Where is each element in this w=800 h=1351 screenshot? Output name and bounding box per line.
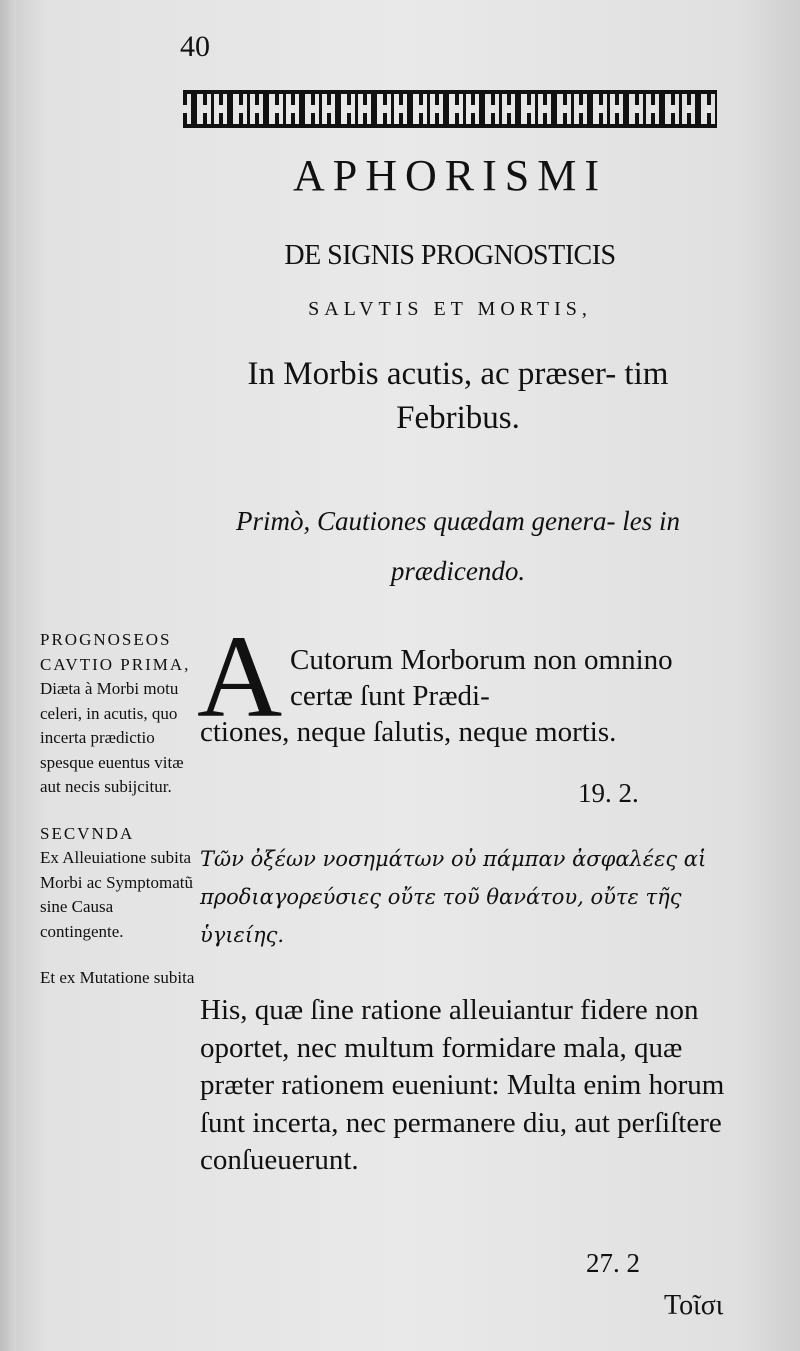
sidenote-text: Ex Alleuiatione subita Morbi ac Symptomatũ sine Causa contingente. bbox=[40, 848, 193, 941]
title-line-3: SALVTIS ET MORTIS, bbox=[308, 298, 592, 320]
sidenote-text: Et ex Mutatione subita bbox=[40, 968, 195, 987]
aphorism-1-reference: 19. 2. bbox=[578, 778, 639, 808]
aphorism-1-opening: Cutorum Morborum non omnino certæ ſunt Prædi- bbox=[290, 644, 673, 712]
title-line-4: In Morbis acutis, ac præser- tim Febribus. bbox=[247, 356, 669, 436]
sidenote-3 bbox=[40, 966, 200, 991]
sidenote-2 bbox=[40, 822, 200, 945]
catchword: Τοῖσι bbox=[664, 1290, 724, 1321]
greek-text: Τῶν ὀξέων νοσημάτων οὐ πάμπαν ἀσφαλέες αἱ προδιαγορεύσιες οὔτε τοῦ θανάτου, οὔτε τῆς ὑγιείης. bbox=[200, 847, 707, 947]
drop-cap: A bbox=[197, 611, 283, 742]
title-line-2: DE SIGNIS PROGNOSTICIS bbox=[284, 240, 616, 271]
aphorism-1-continuation: ctiones, neque ſalutis, neque mortis. bbox=[200, 716, 617, 748]
aphorism-2-reference: 27. 2 bbox=[586, 1248, 640, 1278]
sidenote-text: Diæta à Morbi motu celeri, in acutis, quo incerta prædictio spesque euentus vitæ aut necis subijcitur. bbox=[40, 679, 184, 796]
sidenote-label: PROGNOSEOS CAVTIO PRIMA, bbox=[40, 630, 191, 674]
title-main: APHORISMI bbox=[292, 151, 608, 200]
sidenote-label: SECVNDA bbox=[40, 823, 135, 843]
sidenote-1 bbox=[40, 628, 200, 800]
page-number: 40 bbox=[180, 30, 210, 63]
section-heading: Primò, Cautiones quædam genera- les in prædicendo. bbox=[236, 506, 680, 586]
aphorism-2-text: His, quæ ſine ratione alleuiantur fidere non oportet, nec multum formidare mala, quæ præter rationem eueniunt: Multa enim horum ſunt incerta, nec permanere diu, aut perſiſtere conſueuerunt. bbox=[200, 994, 725, 1176]
ornamental-header-band bbox=[183, 90, 717, 128]
marginal-notes bbox=[40, 628, 200, 1013]
page-gutter bbox=[0, 0, 16, 1351]
